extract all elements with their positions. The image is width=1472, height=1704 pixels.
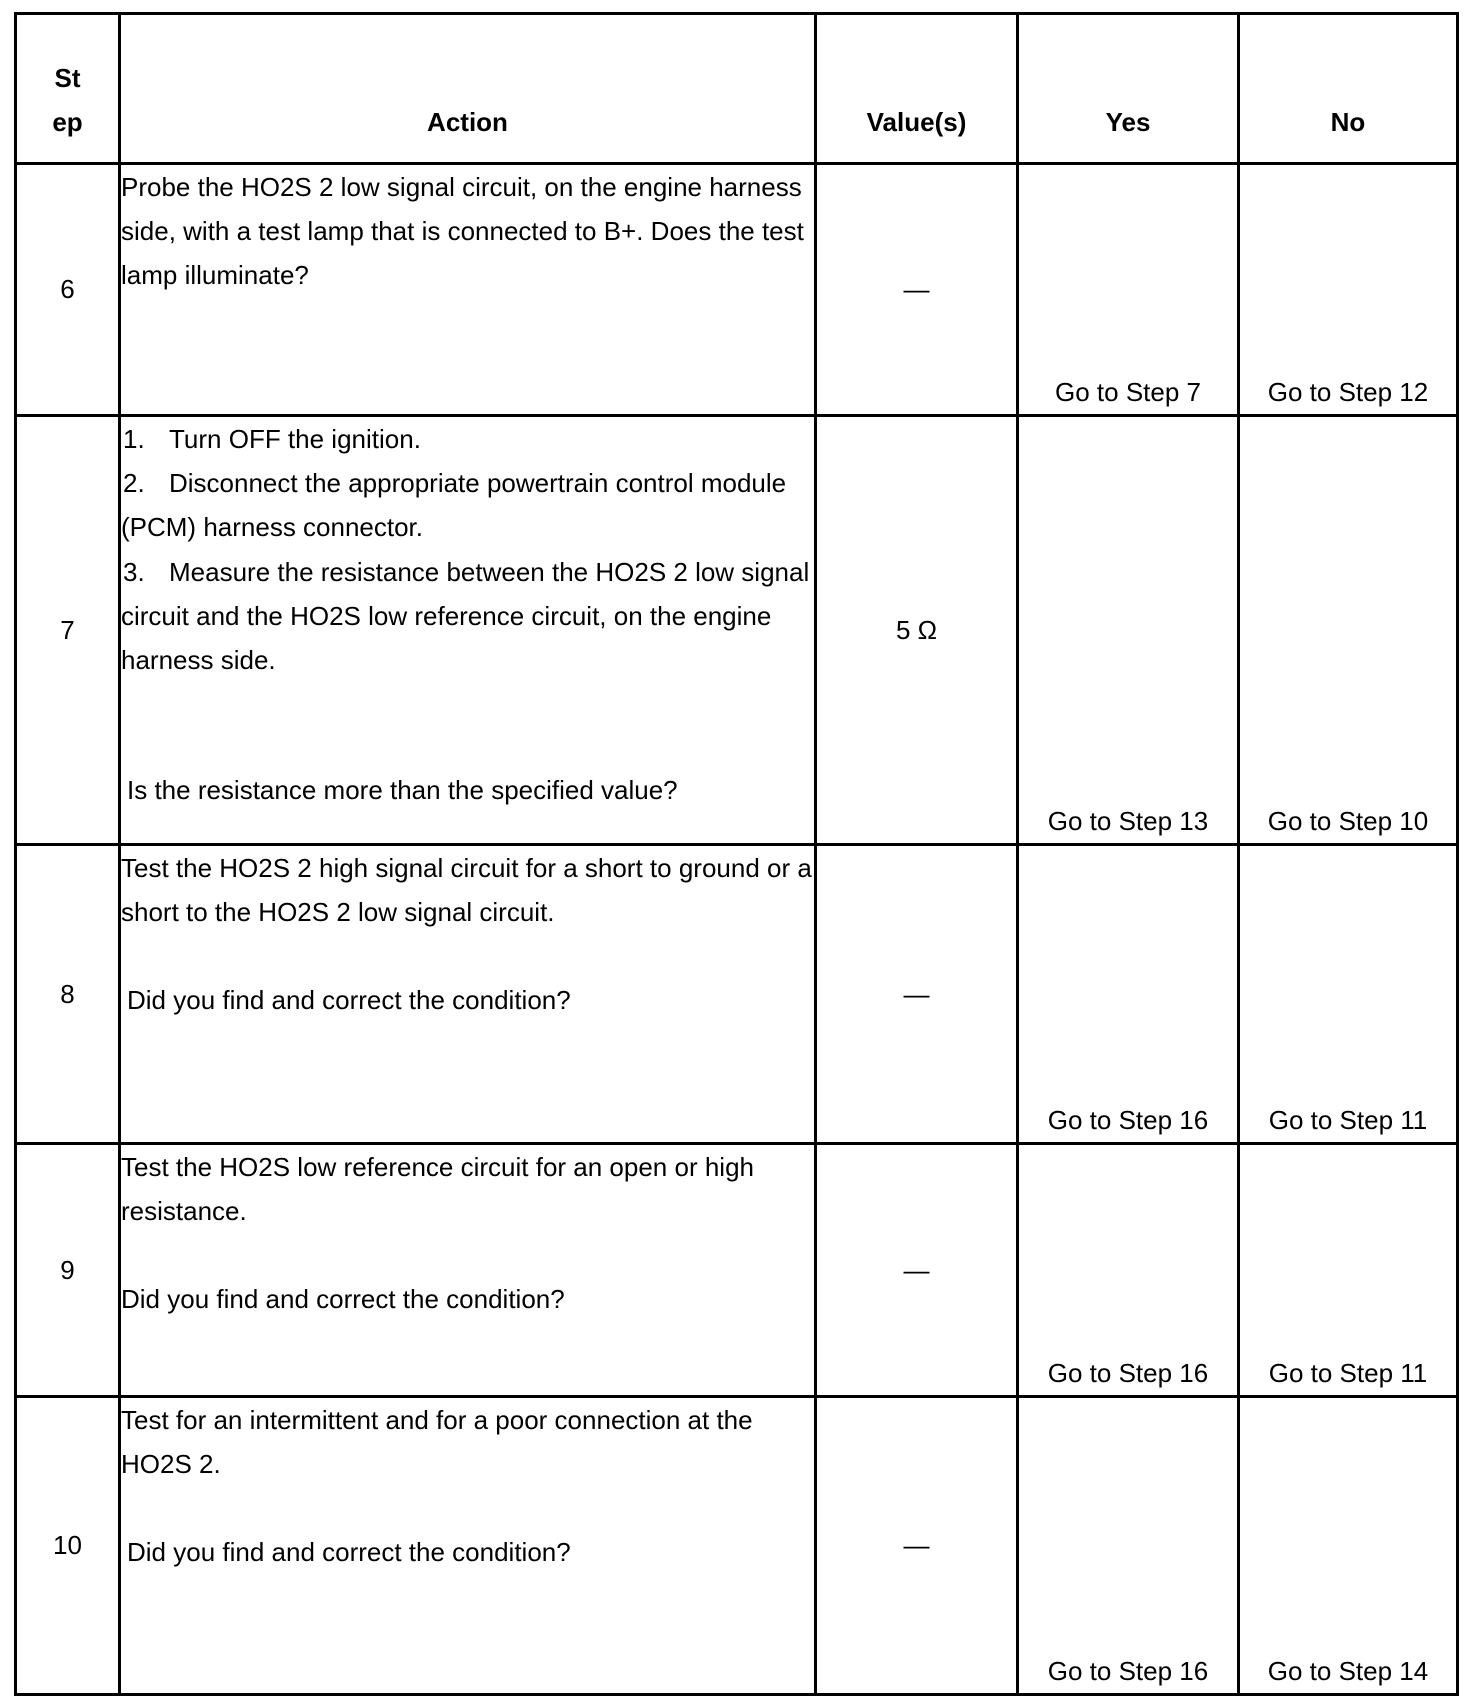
no-cell: Go to Step 10: [1239, 416, 1458, 845]
yes-cell: Go to Step 16: [1018, 845, 1239, 1144]
step-number: 9: [16, 1144, 120, 1397]
action-text: Test for an intermittent and for a poor connection at the HO2S 2.: [121, 1405, 753, 1480]
spacer: [121, 1486, 814, 1530]
action-list-item: [121, 461, 814, 549]
diagnostic-table: [14, 12, 1459, 1696]
yes-cell: Go to Step 7: [1018, 164, 1239, 416]
header-no: No: [1239, 14, 1458, 164]
spacer: [121, 934, 814, 978]
yes-cell: Go to Step 16: [1018, 1144, 1239, 1397]
no-cell: Go to Step 14: [1239, 1397, 1458, 1695]
action-cell: [120, 845, 816, 1144]
action-question: Did you find and correct the condition?: [121, 1284, 565, 1315]
spacer: [121, 1233, 814, 1277]
action-text: Test the HO2S low reference circuit for an open or high resistance.: [121, 1152, 754, 1227]
action-cell: [120, 164, 816, 416]
table-row-step-7: [16, 416, 1458, 845]
header-action: Action: [120, 14, 816, 164]
action-question: Did you find and correct the condition?: [127, 1537, 571, 1568]
action-cell: [120, 1144, 816, 1397]
yes-cell: Go to Step 13: [1018, 416, 1239, 845]
header-yes: Yes: [1018, 14, 1239, 164]
step-number: 8: [16, 845, 120, 1144]
value-cell: —: [816, 1397, 1018, 1695]
no-cell: Go to Step 12: [1239, 164, 1458, 416]
action-cell: [120, 1397, 816, 1695]
action-question: Did you find and correct the condition?: [127, 985, 571, 1016]
step-number: 10: [16, 1397, 120, 1695]
value-cell: —: [816, 845, 1018, 1144]
header-values: Value(s): [816, 14, 1018, 164]
header-row: [16, 14, 1458, 164]
list-text: Disconnect the appropriate powertrain control module (PCM) harness connector.: [121, 468, 787, 543]
action-text: Probe the HO2S 2 low signal circuit, on the engine harness side, with a test lamp that is connected to B+. Does the test lamp illuminate?: [121, 172, 804, 291]
action-question: Is the resistance more than the specified value?: [127, 775, 678, 806]
value-cell: 5 Ω: [816, 416, 1018, 845]
action-list-item: [121, 417, 814, 461]
header-step: [16, 14, 120, 164]
action-text: Test the HO2S 2 high signal circuit for a short to ground or a short to the HO2S 2 low signal circuit.: [121, 853, 812, 928]
list-text: Turn OFF the ignition.: [169, 424, 421, 454]
value-cell: —: [816, 164, 1018, 416]
spacer: [121, 682, 814, 768]
no-cell: Go to Step 11: [1239, 845, 1458, 1144]
step-number: 7: [16, 416, 120, 845]
value-cell: —: [816, 1144, 1018, 1397]
table-row-step-8: [16, 845, 1458, 1144]
list-text: Measure the resistance between the HO2S 2 low signal circuit and the HO2S low reference circuit, on the engine harness side.: [121, 556, 810, 675]
no-cell: Go to Step 11: [1239, 1144, 1458, 1397]
header-step-line1: St: [54, 62, 81, 93]
list-number: 1.: [123, 424, 145, 454]
header-step-line2: ep: [52, 106, 83, 137]
yes-cell: Go to Step 16: [1018, 1397, 1239, 1695]
table-row-step-9: [16, 1144, 1458, 1397]
list-number: 3.: [123, 556, 145, 587]
table-row-step-10: [16, 1397, 1458, 1695]
action-list-item: [121, 550, 814, 683]
list-number: 2.: [123, 468, 145, 499]
table-row-step-6: [16, 164, 1458, 416]
action-cell: [120, 416, 816, 845]
step-number: 6: [16, 164, 120, 416]
